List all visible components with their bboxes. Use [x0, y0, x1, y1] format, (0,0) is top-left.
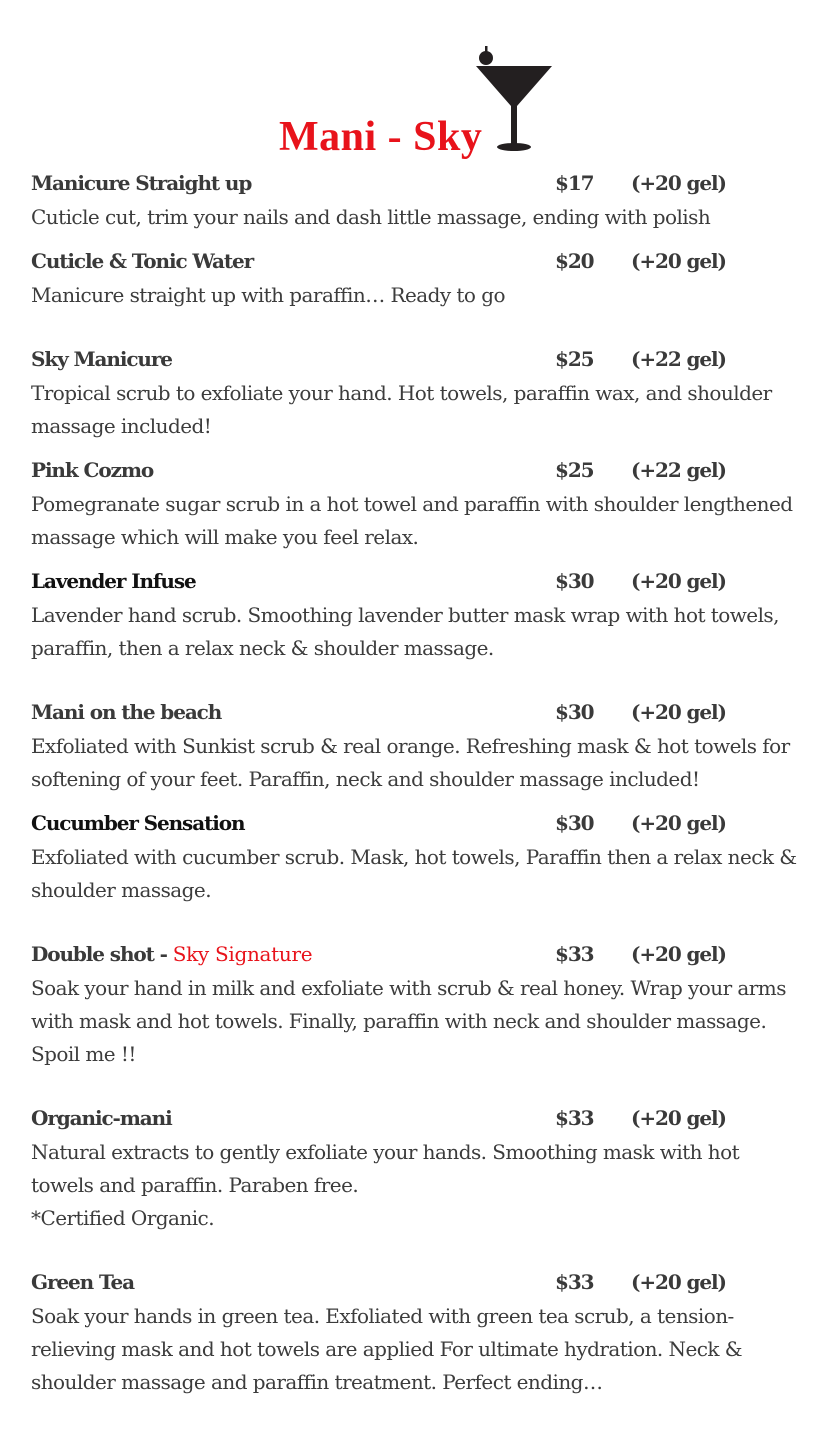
- signature-label: Sky Signature: [172, 942, 313, 966]
- menu-item-mani-on-the-beach: [31, 697, 801, 796]
- menu-item-manicure-straight-up: [31, 168, 801, 234]
- item-description: Exfoliated with cucumber scrub. Mask, hot towels, Paraffin then a relax neck & shoulder massage.: [31, 845, 797, 902]
- item-name: Green Tea: [31, 1270, 134, 1294]
- item-description: Manicure straight up with paraffin… Ready to go: [31, 283, 505, 307]
- item-name: Sky Manicure: [31, 347, 172, 371]
- item-description: Pomegranate sugar scrub in a hot towel and paraffin with shoulder lengthened massage which will make you feel relax.: [31, 492, 793, 549]
- item-description: Cuticle cut, trim your nails and dash little massage, ending with polish: [31, 205, 711, 229]
- item-name: Manicure Straight up: [31, 171, 252, 195]
- item-price: $33: [555, 1106, 594, 1130]
- menu-item-double-shot: [31, 939, 801, 1071]
- item-description: Soak your hand in milk and exfoliate with scrub & real honey. Wrap your arms with mask and hot towels. Finally, paraffin with neck and shoulder massage. Spoil me !!: [31, 976, 786, 1066]
- item-name: Mani on the beach: [31, 700, 222, 724]
- item-gel-price: (+20 gel): [631, 811, 726, 835]
- menu-title: Mani - Sky: [279, 114, 483, 160]
- item-price: $30: [555, 569, 594, 593]
- item-description: Natural extracts to gently exfoliate your hands. Smoothing mask with hot towels and paraffin. Paraben free.: [31, 1140, 740, 1197]
- item-price: $30: [555, 700, 594, 724]
- item-gel-price: (+22 gel): [631, 347, 726, 371]
- item-price: $25: [555, 458, 594, 482]
- item-price: $25: [555, 347, 594, 371]
- item-gel-price: (+20 gel): [631, 1270, 726, 1294]
- menu-item-green-tea: [31, 1267, 801, 1399]
- menu-header: [0, 0, 814, 160]
- menu-item-cuticle-tonic-water: [31, 246, 801, 312]
- menu-item-lavender-infuse: [31, 566, 801, 665]
- menu-item-organic-mani: [31, 1103, 801, 1235]
- item-price: $33: [555, 942, 594, 966]
- item-price: $33: [555, 1270, 594, 1294]
- item-name: Cuticle & Tonic Water: [31, 249, 254, 273]
- item-name: Organic-mani: [31, 1106, 172, 1130]
- item-name: Lavender Infuse: [31, 569, 196, 593]
- item-gel-price: (+20 gel): [631, 249, 726, 273]
- item-price: $30: [555, 811, 594, 835]
- item-name-text: Double shot -: [31, 942, 173, 966]
- item-gel-price: (+20 gel): [631, 171, 726, 195]
- menu-item-cucumber-sensation: [31, 808, 801, 907]
- menu-item-sky-manicure: [31, 344, 801, 443]
- item-gel-price: (+20 gel): [631, 942, 726, 966]
- martini-glass-icon: [470, 44, 560, 156]
- item-description: Exfoliated with Sunkist scrub & real orange. Refreshing mask & hot towels for softening of your feet. Paraffin, neck and shoulder massage included!: [31, 734, 790, 791]
- item-gel-price: (+20 gel): [631, 1106, 726, 1130]
- item-price: $17: [555, 171, 594, 195]
- item-price: $20: [555, 249, 594, 273]
- item-description: Lavender hand scrub. Smoothing lavender butter mask wrap with hot towels, paraffin, then a relax neck & shoulder massage.: [31, 603, 779, 660]
- item-gel-price: (+20 gel): [631, 700, 726, 724]
- item-name: [31, 939, 312, 969]
- item-description: Soak your hands in green tea. Exfoliated with green tea scrub, a tension-relieving mask and hot towels are applied For ultimate hydration. Neck & shoulder massage and paraffin treatment. Perfect ending…: [31, 1304, 743, 1394]
- item-name: Pink Cozmo: [31, 458, 154, 482]
- menu-item-pink-cozmo: [31, 455, 801, 554]
- item-gel-price: (+20 gel): [631, 569, 726, 593]
- item-note: *Certified Organic.: [31, 1206, 214, 1230]
- item-name: Cucumber Sensation: [31, 811, 245, 835]
- item-gel-price: (+22 gel): [631, 458, 726, 482]
- item-description: Tropical scrub to exfoliate your hand. Hot towels, paraffin wax, and shoulder massage included!: [31, 381, 772, 438]
